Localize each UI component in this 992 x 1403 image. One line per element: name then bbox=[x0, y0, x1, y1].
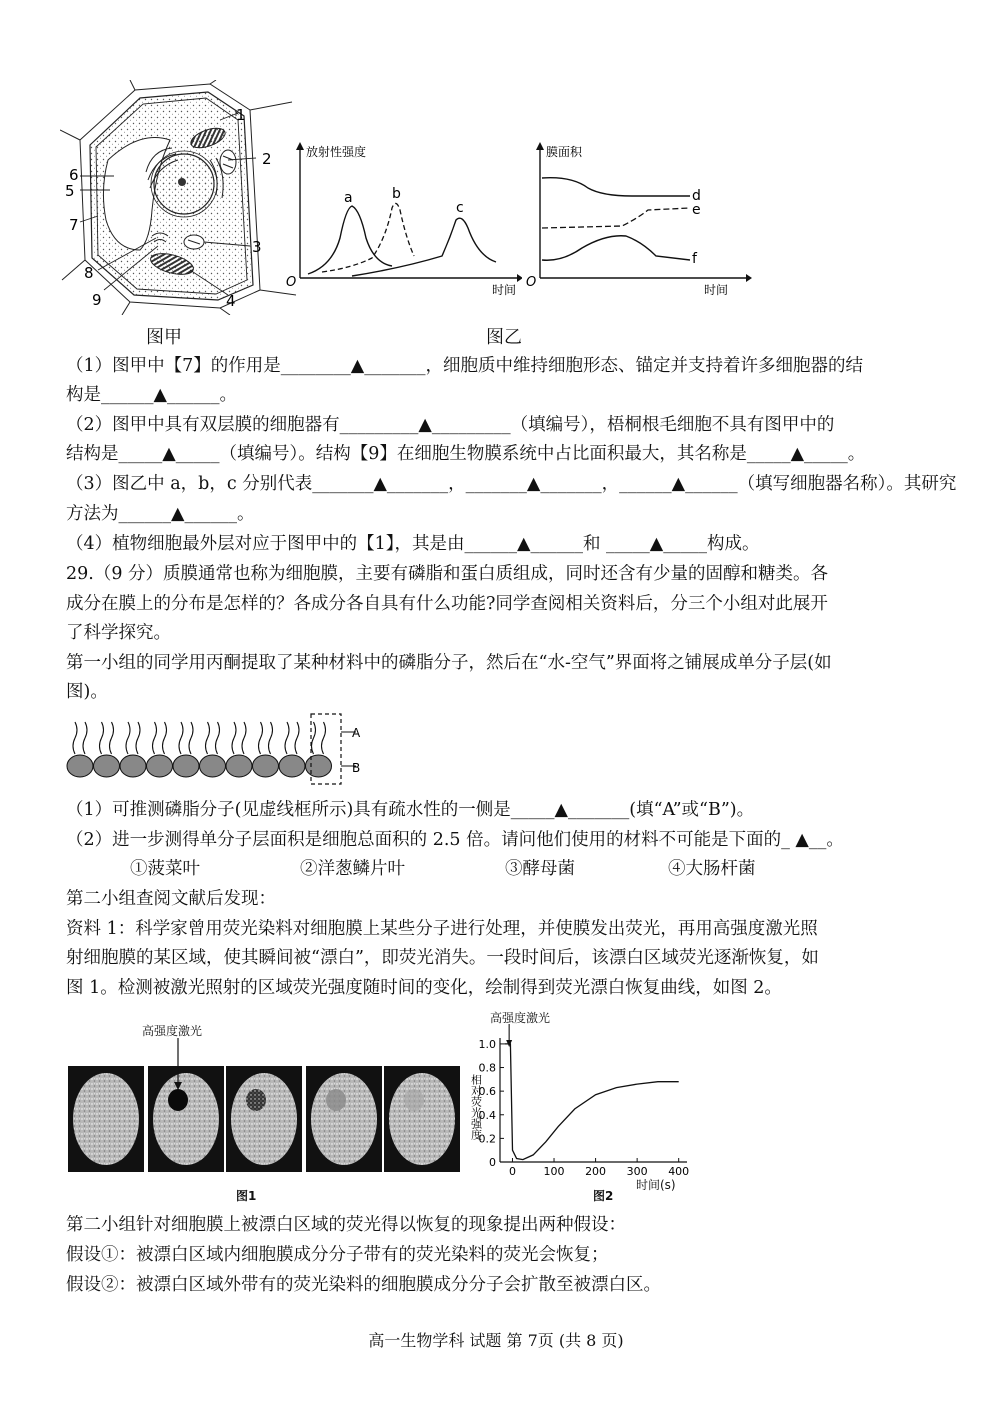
phospholipid-monolayer-figure bbox=[62, 710, 372, 785]
left-ylabel: 放射性强度 bbox=[306, 145, 367, 159]
q29-intro-4: 第一小组的同学用丙酮提取了某种材料中的磷脂分子，然后在“水-空气”界面将之铺展成单分子层(如 bbox=[66, 653, 832, 673]
x-tick-label: 0 bbox=[508, 1165, 516, 1178]
fig2-caption: 图2 bbox=[593, 1189, 614, 1203]
label-B: B bbox=[352, 761, 361, 775]
left-origin: O bbox=[286, 275, 297, 290]
page-footer: 高一生物学科 试题 第 7页 (共 8 页) bbox=[368, 1331, 624, 1350]
q29-intro-1: 29.（9 分）质膜通常也称为细胞膜，主要有磷脂和蛋白质组成，同时还含有少量的固醇和糖类。各 bbox=[66, 564, 829, 584]
y-tick-label: 1.0 bbox=[478, 1037, 496, 1051]
q28-line-5: （3）图乙中 a，b，c 分别代表_______▲_______，_______▲_______，______▲______（填写细胞器名称）。其研究 bbox=[66, 474, 957, 494]
figure-jia-cell-diagram bbox=[60, 80, 300, 315]
label-1: 1 bbox=[236, 106, 246, 124]
figure-yi-left-chart bbox=[282, 138, 522, 298]
fig1-panel bbox=[384, 1066, 460, 1172]
curve-label-a: a bbox=[344, 190, 353, 206]
label-4: 4 bbox=[226, 292, 236, 310]
y-tick-label: 0.6 bbox=[478, 1085, 496, 1099]
q29-group2-3: 射细胞膜的某区域，使其瞬间被“漂白”，即荧光消失。一段时间后，该漂白区域荧光逐渐恢复，如 bbox=[66, 948, 819, 968]
curve-label-f: f bbox=[692, 251, 697, 267]
phospholipid-molecule bbox=[173, 722, 199, 777]
option-3: ③酵母菌 bbox=[505, 859, 575, 879]
phospholipid-molecule bbox=[147, 722, 173, 777]
figure-jia-caption: 图甲 bbox=[146, 327, 182, 348]
fig2-xlabel: 时间(s) bbox=[636, 1178, 676, 1192]
label-6: 6 bbox=[69, 166, 79, 184]
label-8: 8 bbox=[84, 264, 94, 282]
curve-label-e: e bbox=[692, 202, 701, 218]
hypothesis-2: 假设②：被漂白区域外带有的荧光染料的细胞膜成分分子会扩散至被漂白区。 bbox=[66, 1275, 661, 1295]
right-ylabel: 膜面积 bbox=[546, 145, 583, 159]
label-9: 9 bbox=[92, 291, 102, 309]
x-tick-label: 100 bbox=[543, 1165, 565, 1178]
label-3: 3 bbox=[252, 238, 262, 256]
y-tick-label: 0 bbox=[489, 1156, 496, 1169]
q29-sub-2: （2）进一步测得单分子层面积是细胞总面积的 2.5 倍。请问他们使用的材料不可能是下面的_ ▲__。 bbox=[66, 830, 844, 850]
fig1-panel bbox=[148, 1066, 224, 1172]
hypothesis-1: 假设①：被漂白区域内细胞膜成分分子带有的荧光染料的荧光会恢复； bbox=[66, 1245, 609, 1265]
q29-intro-5: 图)。 bbox=[66, 682, 108, 702]
fig1-bleach-images bbox=[66, 1038, 466, 1178]
q29-group2-1: 第二小组查阅文献后发现： bbox=[66, 889, 276, 909]
option-1: ①菠菜叶 bbox=[130, 859, 200, 879]
curve-label-b: b bbox=[392, 186, 401, 202]
q28-line-3: （2）图甲中具有双层膜的细胞器有_________▲_________（填编号），梧桐根毛细胞不具有图甲中的 bbox=[66, 415, 835, 435]
fig2-ylabel: 相对荧光强度 bbox=[469, 1074, 483, 1140]
q28-line-6: 方法为______▲______。 bbox=[66, 504, 255, 524]
figure-yi-right-chart bbox=[522, 138, 752, 298]
q29-intro-2: 成分在膜上的分布是怎样的？各成分各自具有什么功能?同学查阅相关资料后，分三个小组对此展开 bbox=[66, 594, 828, 614]
q29-group2-2: 资料 1：科学家曾用荧光染料对细胞膜上某些分子进行处理，并使膜发出荧光，再用高强度激光照 bbox=[66, 919, 818, 939]
phospholipid-molecule bbox=[94, 722, 120, 777]
x-tick-label: 300 bbox=[626, 1165, 648, 1178]
right-xlabel: 时间 bbox=[704, 283, 729, 297]
q29-group2-4: 图 1。检测被激光照射的区域荧光强度随时间的变化，绘制得到荧光漂白恢复曲线，如图 2。 bbox=[66, 978, 782, 998]
label-A: A bbox=[352, 726, 361, 740]
recovery-curve bbox=[504, 1044, 679, 1160]
y-tick-label: 0.2 bbox=[478, 1132, 496, 1146]
fig1-panel bbox=[68, 1066, 144, 1172]
option-2: ②洋葱鳞片叶 bbox=[300, 859, 405, 879]
phospholipid-molecule bbox=[226, 722, 252, 777]
label-5: 5 bbox=[65, 182, 75, 200]
phospholipid-molecule bbox=[67, 722, 93, 777]
phospholipid-molecule bbox=[200, 722, 226, 777]
curve-label-c: c bbox=[456, 200, 464, 216]
q28-line-7: （4）植物细胞最外层对应于图甲中的【1】，其是由______▲______和 _____▲_____构成。 bbox=[66, 534, 760, 554]
phospholipid-molecule bbox=[120, 722, 146, 777]
option-4: ④大肠杆菌 bbox=[668, 859, 756, 879]
phospholipid-molecule bbox=[279, 722, 305, 777]
x-tick-label: 200 bbox=[585, 1165, 607, 1178]
q28-line-1: （1）图甲中【7】的作用是________▲_______，细胞质中维持细胞形态、锚定并支持着许多细胞器的结 bbox=[66, 356, 863, 376]
q29-intro-3: 了科学探究。 bbox=[66, 623, 171, 643]
curve-label-d: d bbox=[692, 188, 701, 204]
x-tick-label: 400 bbox=[668, 1165, 690, 1178]
q29-sub-1: （1）可推测磷脂分子(见虚线框所示)具有疏水性的一侧是_____▲_______(填“A”或“B”)。 bbox=[66, 800, 755, 820]
fig1-panel bbox=[306, 1066, 382, 1172]
y-tick-label: 0.4 bbox=[478, 1108, 496, 1122]
fig1-laser-label: 高强度激光 bbox=[142, 1024, 203, 1038]
figure-yi-caption: 图乙 bbox=[486, 327, 522, 348]
fig1-caption: 图1 bbox=[236, 1189, 257, 1203]
fig2-laser-label: 高强度激光 bbox=[490, 1011, 551, 1025]
q28-line-2: 构是______▲______。 bbox=[66, 385, 237, 405]
phospholipid-molecule bbox=[253, 722, 279, 777]
hypothesis-intro: 第二小组针对细胞膜上被漂白区域的荧光得以恢复的现象提出两种假设： bbox=[66, 1215, 626, 1235]
y-tick-label: 0.8 bbox=[478, 1061, 496, 1075]
phospholipid-molecule bbox=[306, 722, 332, 777]
label-7: 7 bbox=[69, 216, 79, 234]
left-xlabel: 时间 bbox=[492, 283, 517, 297]
right-origin: O bbox=[526, 275, 537, 290]
fig1-panel bbox=[226, 1066, 302, 1172]
fig2-frap-chart bbox=[462, 1024, 692, 1194]
label-2: 2 bbox=[262, 150, 272, 168]
q28-line-4: 结构是_____▲_____（填编号）。结构【9】在细胞生物膜系统中占比面积最大，其名称是_____▲_____。 bbox=[66, 444, 866, 464]
